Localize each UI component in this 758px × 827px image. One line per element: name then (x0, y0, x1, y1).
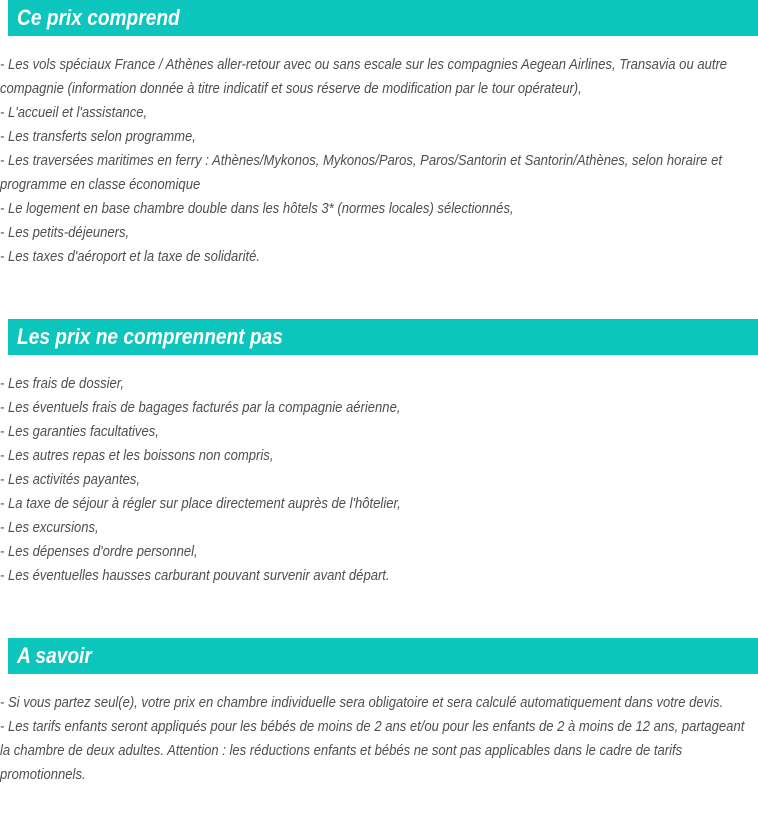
section-body (0, 691, 758, 787)
section-price-includes (0, 0, 758, 269)
section-body (0, 372, 758, 588)
list-item: - Les petits-déjeuners, (0, 224, 130, 241)
section-good-to-know (0, 638, 758, 787)
list-item: - Les éventuels frais de bagages facturés par la compagnie aérienne, (0, 399, 401, 416)
list-item: - Les dépenses d'ordre personnel, (0, 543, 198, 560)
section-title: Ce prix comprend (17, 5, 180, 30)
list-item: - Les taxes d'aéroport et la taxe de solidarité. (0, 248, 261, 265)
list-item: - Les autres repas et les boissons non compris, (0, 447, 274, 464)
list-item: - Les traversées maritimes en ferry : Athènes/Mykonos, Mykonos/Paros, Paros/Santorin et Santorin/Athènes, selon horaire et programme en classe économique (0, 152, 722, 193)
list-item: - Les activités payantes, (0, 471, 141, 488)
section-price-excludes (0, 319, 758, 588)
list-item: - Les excursions, (0, 519, 99, 536)
list-item: - Si vous partez seul(e), votre prix en chambre individuelle sera obligatoire et sera calculé automatiquement dans votre devis. (0, 694, 724, 711)
section-header-bar (8, 0, 758, 36)
list-item: - La taxe de séjour à régler sur place directement auprès de l'hôtelier, (0, 495, 401, 512)
list-item: - Les tarifs enfants seront appliqués pour les bébés de moins de 2 ans et/ou pour les enfants de 2 à moins de 12 ans, partageant la chambre de deux adultes. Attention : les réductions enfants et bébés ne sont pas applicables dans le cadre de tarifs promotionnels. (0, 718, 745, 783)
section-header-bar (8, 319, 758, 355)
list-item: - Les frais de dossier, (0, 375, 125, 392)
section-body (0, 53, 758, 269)
list-item: - Les transferts selon programme, (0, 128, 196, 145)
list-item: - Les éventuelles hausses carburant pouvant survenir avant départ. (0, 567, 390, 584)
list-item: - Les garanties facultatives, (0, 423, 159, 440)
section-header-bar (8, 638, 758, 674)
list-item: - L'accueil et l'assistance, (0, 104, 148, 121)
section-title: A savoir (17, 643, 92, 668)
section-title: Les prix ne comprennent pas (17, 324, 283, 349)
list-item: - Le logement en base chambre double dans les hôtels 3* (normes locales) sélectionnés, (0, 200, 514, 217)
list-item: - Les vols spéciaux France / Athènes aller-retour avec ou sans escale sur les compagnies Aegean Airlines, Transavia ou autre compagnie (information donnée à titre indicatif et sous réserve de modification par le tour opérateur), (0, 56, 728, 97)
